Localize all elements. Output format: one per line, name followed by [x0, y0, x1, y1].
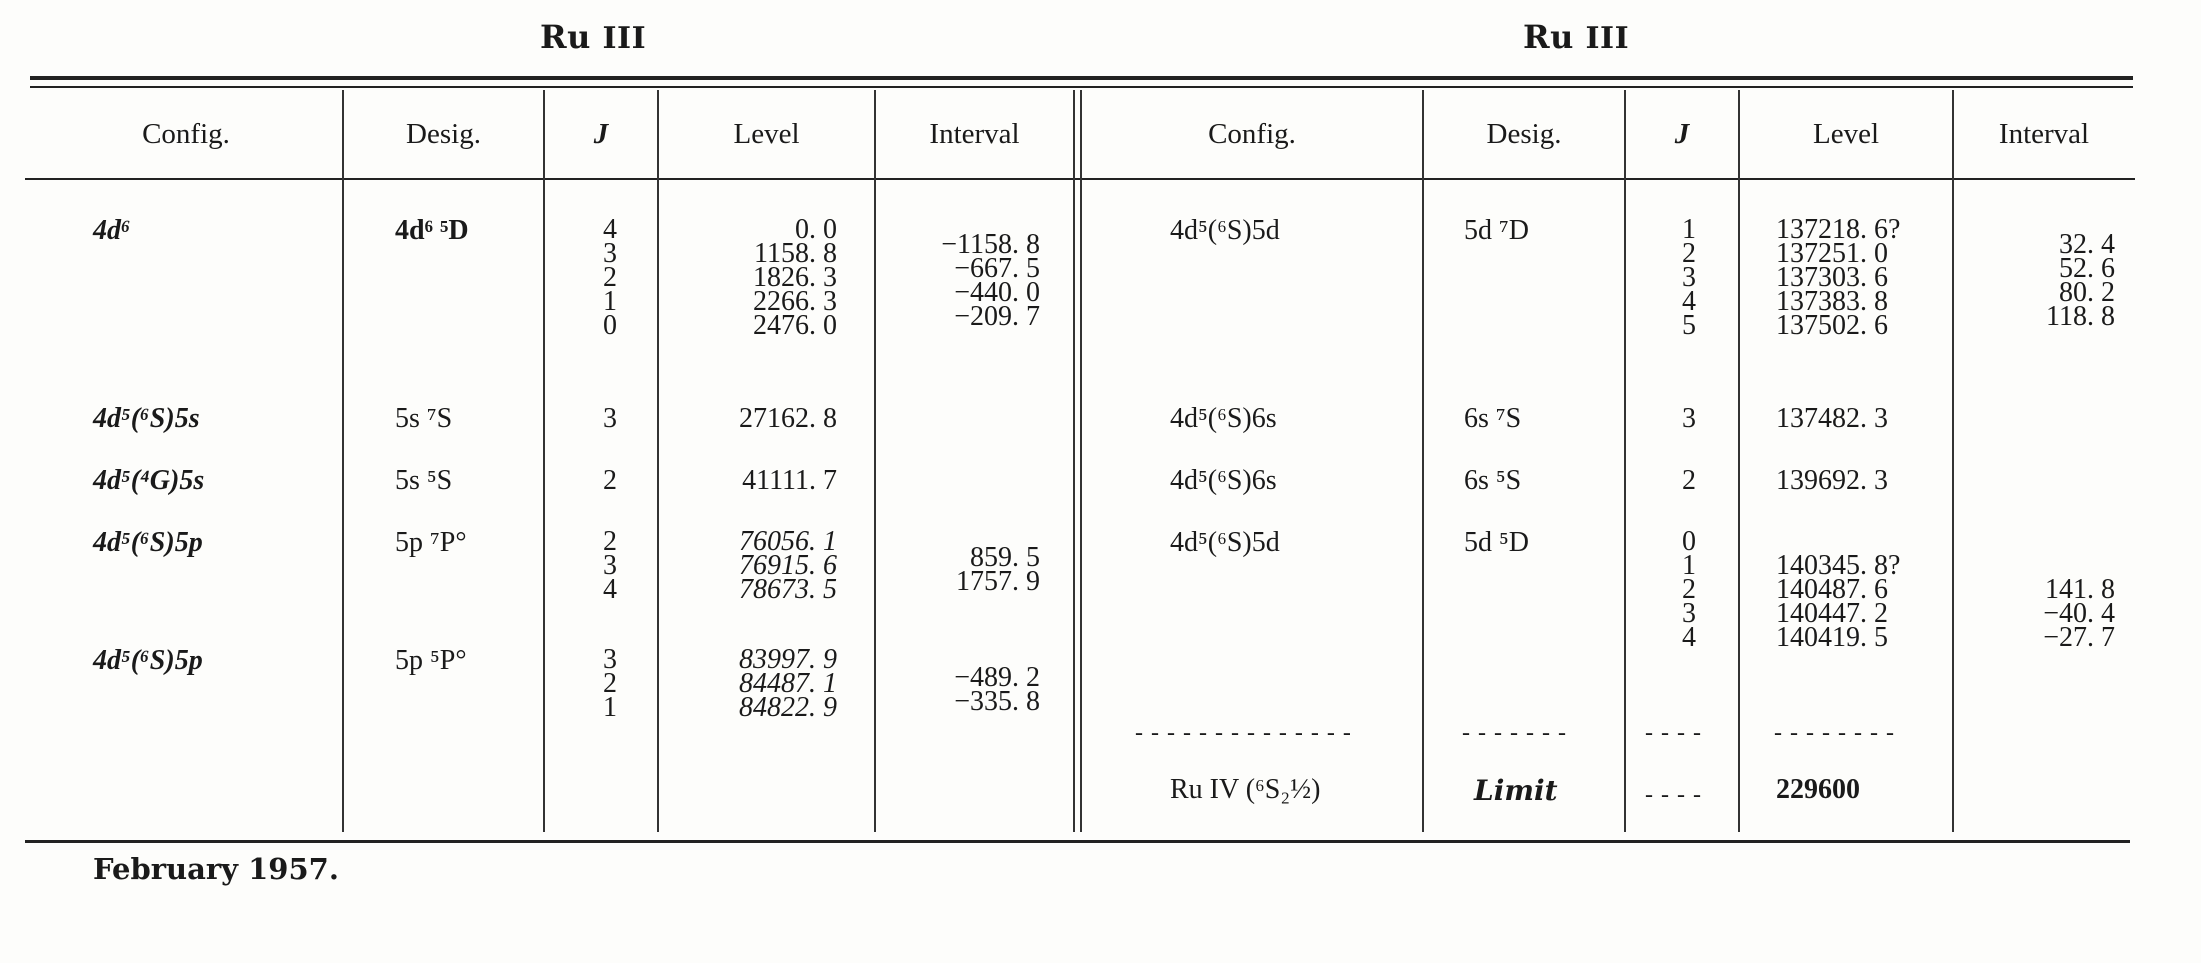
header-desig: Desig. [406, 118, 481, 150]
dash-config: - - - - - - - - - - - - - - [1135, 720, 1352, 746]
right-table-title [1523, 18, 1629, 56]
limit-config: Ru IV (⁶S₂½) [1170, 774, 1321, 805]
j-cell: 1 2 3 4 5 [1682, 214, 1696, 341]
left-table-title [540, 18, 646, 56]
interval-cell: 32. 4 52. 6 80. 2 118. 8 [2046, 229, 2115, 332]
config-cell: 4d⁵(⁶S)5p [93, 645, 203, 676]
column-divider [1624, 90, 1626, 832]
desig-cell: 5s ⁵S [395, 465, 453, 496]
config-cell: 4d⁵(⁴G)5s [93, 465, 205, 496]
config-cell: 4d⁵(⁶S)6s [1170, 465, 1277, 496]
interval-cell: 859. 5 1757. 9 [956, 542, 1040, 597]
level-cell: 27162. 8 [739, 403, 837, 434]
interval-cell: 141. 8 −40. 4 −27. 7 [2043, 574, 2115, 653]
header-level: Level [1812, 118, 1879, 150]
j-cell: 4 3 2 1 0 [603, 214, 617, 341]
limit-level: 229600 [1776, 774, 1860, 805]
table-divider-a [1073, 90, 1075, 832]
title-ion: III [1585, 21, 1630, 56]
column-divider [342, 90, 344, 832]
desig-cell: 5d ⁵D [1464, 527, 1529, 558]
config-cell: 4d⁶ [93, 215, 131, 246]
header-desig: Desig. [1486, 118, 1562, 150]
interval-cell: −489. 2 −335. 8 [954, 662, 1040, 717]
level-cell: 137482. 3 [1776, 403, 1888, 434]
column-divider [1952, 90, 1954, 832]
j-cell: 0 1 2 3 4 [1682, 526, 1696, 653]
level-cell: 140345. 8? 140487. 6 140447. 2 140419. 5 [1776, 550, 1901, 653]
top-rule-thin [30, 86, 2133, 88]
column-divider [1422, 90, 1424, 832]
desig-cell: 5p ⁷P° [395, 527, 467, 558]
desig-cell: 6s ⁵S [1464, 465, 1522, 496]
header-level: Level [733, 118, 800, 150]
j-cell: 2 3 4 [603, 526, 617, 605]
level-cell: 137218. 6? 137251. 0 137303. 6 137383. 8 137502. 6 [1776, 214, 1901, 341]
j-cell: 3 [1682, 403, 1696, 434]
level-cell: 0. 0 1158. 8 1826. 3 2266. 3 2476. 0 [753, 214, 837, 341]
desig-cell: 5s ⁷S [395, 403, 453, 434]
header-config: Config. [1208, 118, 1296, 150]
j-cell: 2 [1682, 465, 1696, 496]
header-j: J [1674, 118, 1690, 150]
level-cell: 83997. 9 84487. 1 84822. 9 [739, 644, 837, 723]
header-interval: Interval [929, 118, 1020, 150]
desig-cell: 6s ⁷S [1464, 403, 1522, 434]
dash-desig: - - - - - - - [1462, 720, 1567, 746]
desig-cell: 4d⁶ ⁵D [395, 215, 469, 246]
dash-j: - - - - [1645, 720, 1702, 746]
footer-date: February 1957. [93, 852, 339, 886]
level-cell: 41111. 7 [742, 465, 837, 496]
column-divider [543, 90, 545, 832]
desig-cell: 5p ⁵P° [395, 645, 467, 676]
top-rule-thick [30, 76, 2133, 80]
header-interval: Interval [1998, 118, 2090, 150]
table-divider-b [1080, 90, 1082, 832]
header-j: J [593, 118, 609, 150]
column-divider [874, 90, 876, 832]
title-ion: III [602, 21, 647, 56]
header-config: Config. [142, 118, 230, 150]
interval-cell: −1158. 8 −667. 5 −440. 0 −209. 7 [941, 229, 1040, 332]
j-cell: 3 [603, 403, 617, 434]
title-element: Ru [1523, 18, 1574, 56]
config-cell: 4d⁵(⁶S)5d [1170, 527, 1280, 558]
level-cell: 76056. 1 76915. 6 78673. 5 [739, 526, 837, 605]
config-cell: 4d⁵(⁶S)5s [93, 403, 200, 434]
j-cell: 2 [603, 465, 617, 496]
bottom-rule [25, 840, 2130, 843]
title-element: Ru [540, 18, 591, 56]
limit-desig: Limit [1474, 774, 1558, 807]
limit-j: - - - - [1645, 782, 1702, 808]
level-cell: 139692. 3 [1776, 465, 1888, 496]
config-cell: 4d⁵(⁶S)6s [1170, 403, 1277, 434]
j-cell: 3 2 1 [603, 644, 617, 723]
config-cell: 4d⁵(⁶S)5d [1170, 215, 1280, 246]
column-divider [1738, 90, 1740, 832]
config-cell: 4d⁵(⁶S)5p [93, 527, 203, 558]
column-divider [657, 90, 659, 832]
desig-cell: 5d ⁷D [1464, 215, 1529, 246]
dash-level: - - - - - - - - [1774, 720, 1895, 746]
